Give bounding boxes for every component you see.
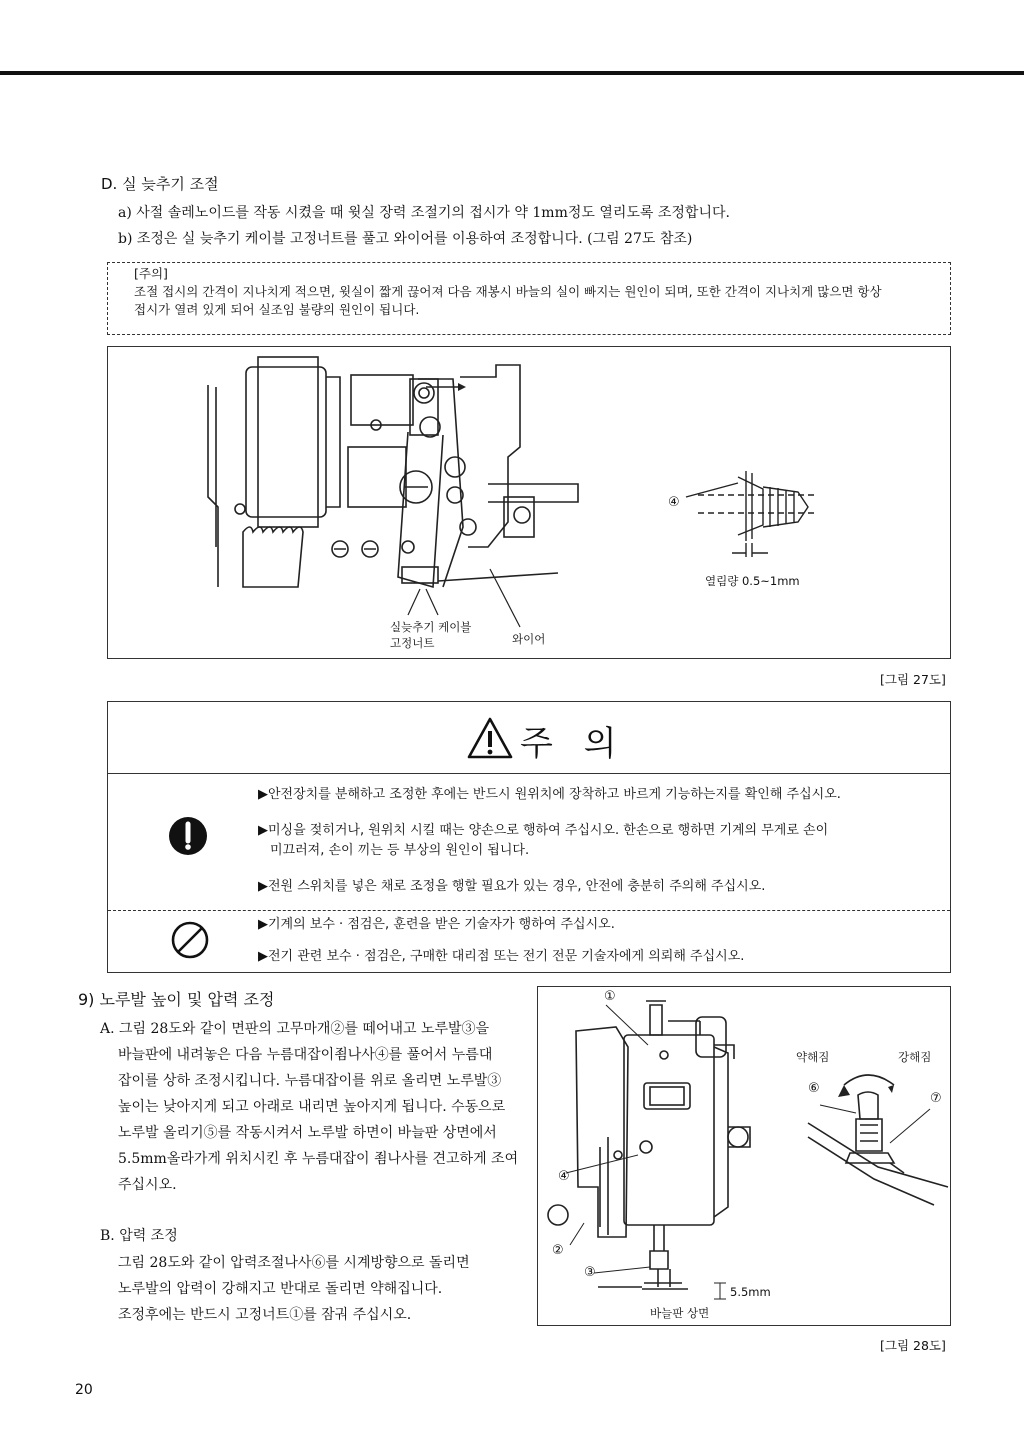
- fig27-cable-label-1: 실늦추기 케이블: [390, 620, 472, 634]
- exclamation-circle-icon: [168, 816, 208, 856]
- section-9-a-line-3: 잡이를 상하 조정시킵니다. 누름대잡이를 위로 올리면 노루발③: [118, 1073, 502, 1089]
- caution-item-2: ▶미싱을 젖히거나, 원위치 시킬 때는 양손으로 행하여 주십시오. 한손으로 행하면 기계의 무게로 손이: [258, 823, 829, 838]
- section-9-heading: 9) 노루발 높이 및 압력 조정: [78, 990, 275, 1009]
- page-number: 20: [75, 1382, 93, 1398]
- fig27-wire-label: 와이어: [512, 632, 546, 646]
- section-9-b-line-1: 그림 28도와 같이 압력조절나사⑥를 시계방향으로 돌리면: [118, 1255, 470, 1271]
- fig28-marker-6: ⑥: [808, 1081, 820, 1096]
- fig28-stronger-label: 강해짐: [898, 1050, 932, 1064]
- fig28-marker-3: ③: [584, 1265, 596, 1280]
- caution-title: 주 의: [520, 724, 627, 764]
- caution-box: [107, 701, 951, 973]
- section-9-a: [100, 1016, 520, 1198]
- fig27-opening-label: 열림량 0.5~1mm: [705, 574, 800, 588]
- section-9-b-line-3: 조정후에는 반드시 고정너트①를 잠궈 주십시오.: [118, 1307, 412, 1323]
- note-line-2: 접시가 열려 있게 되어 실조임 불량의 원인이 됩니다.: [134, 302, 420, 317]
- fig27-cable-label-2: 고정너트: [390, 636, 435, 650]
- fig28-marker-1: ①: [604, 989, 616, 1004]
- section-9-a-line-5: 노루발 올리기⑤를 작동시켜서 노루발 하면이 바늘판 상면에서: [118, 1125, 497, 1141]
- figure-28: [537, 986, 951, 1326]
- caution-title-row: [108, 702, 950, 774]
- section-9-b-heading: B. 압력 조정: [100, 1228, 178, 1244]
- fig28-weaker-label: 약해짐: [796, 1050, 830, 1064]
- figure-28-drawing: [538, 987, 950, 1325]
- prohibition-icon: [170, 920, 210, 960]
- figure-27-caption: [그림 27도]: [880, 672, 946, 687]
- note-line-1: 조절 접시의 간격이 지나치게 적으면, 윗실이 짧게 끊어져 다음 재봉시 바늘의 실이 빠지는 원인이 되며, 또한 간격이 지나치게 많으면 항상: [134, 284, 882, 299]
- fig28-dimension-label: 5.5mm: [730, 1285, 771, 1299]
- note-box: [107, 262, 951, 335]
- section-d-item-b: b) 조정은 실 늦추기 케이블 고정너트를 풀고 와이어를 이용하여 조정합니다. (그림 27도 참조): [118, 231, 693, 247]
- fig28-marker-7: ⑦: [930, 1091, 942, 1106]
- section-d-item-a: a) 사절 솔레노이드를 작동 시켰을 때 윗실 장력 조절기의 접시가 약 1mm정도 열리도록 조정합니다.: [118, 205, 730, 221]
- caution-item-2-cont: 미끄러져, 손이 끼는 등 부상의 원인이 됩니다.: [270, 843, 530, 858]
- section-9-b-line-2: 노루발의 압력이 강해지고 반대로 돌리면 약해집니다.: [118, 1281, 443, 1297]
- section-9-b: [118, 1250, 528, 1328]
- caution-item-4: ▶기계의 보수 · 점검은, 훈련을 받은 기술자가 행하여 주십시오.: [258, 917, 615, 932]
- header-rule: [0, 71, 1024, 75]
- figure-28-caption: [그림 28도]: [880, 1338, 946, 1353]
- caution-item-5: ▶전기 관련 보수 · 점검은, 구매한 대리점 또는 전기 전문 기술자에게 의뢰해 주십시오.: [258, 949, 745, 964]
- section-9-a-line-7: 주십시오.: [118, 1177, 177, 1193]
- section-9-a-line-4: 높이는 낮아지게 되고 아래로 내리면 높아지게 됩니다. 수동으로: [118, 1099, 506, 1115]
- fig28-plate-label: 바늘판 상면: [650, 1306, 710, 1320]
- caution-divider: [108, 910, 950, 911]
- caution-item-3: ▶전원 스위치를 넣은 채로 조정을 행할 필요가 있는 경우, 안전에 충분히 주의해 주십시오.: [258, 879, 766, 894]
- section-d-heading: D. 실 늦추기 조절: [101, 175, 219, 193]
- fig27-marker-4: ④: [668, 495, 680, 510]
- figure-27: [107, 346, 951, 659]
- warning-triangle-icon: [466, 716, 514, 760]
- caution-item-1: ▶안전장치를 분해하고 조정한 후에는 반드시 원위치에 장착하고 바르게 기능하는지를 확인해 주십시오.: [258, 787, 841, 802]
- figure-27-drawing: [108, 347, 950, 658]
- fig28-marker-2: ②: [552, 1243, 564, 1258]
- fig28-marker-4: ④: [558, 1169, 570, 1184]
- section-9-a-line-1: A. 그림 28도와 같이 면판의 고무마개②를 떼어내고 노루발③을: [100, 1021, 490, 1037]
- note-label: [주의]: [134, 266, 168, 281]
- section-9-a-line-2: 바늘판에 내려놓은 다음 누름대잡이죔나사④를 풀어서 누름대: [118, 1047, 493, 1063]
- section-9-a-line-6: 5.5mm올라가게 위치시킨 후 누름대잡이 죔나사를 견고하게 조여: [118, 1151, 519, 1167]
